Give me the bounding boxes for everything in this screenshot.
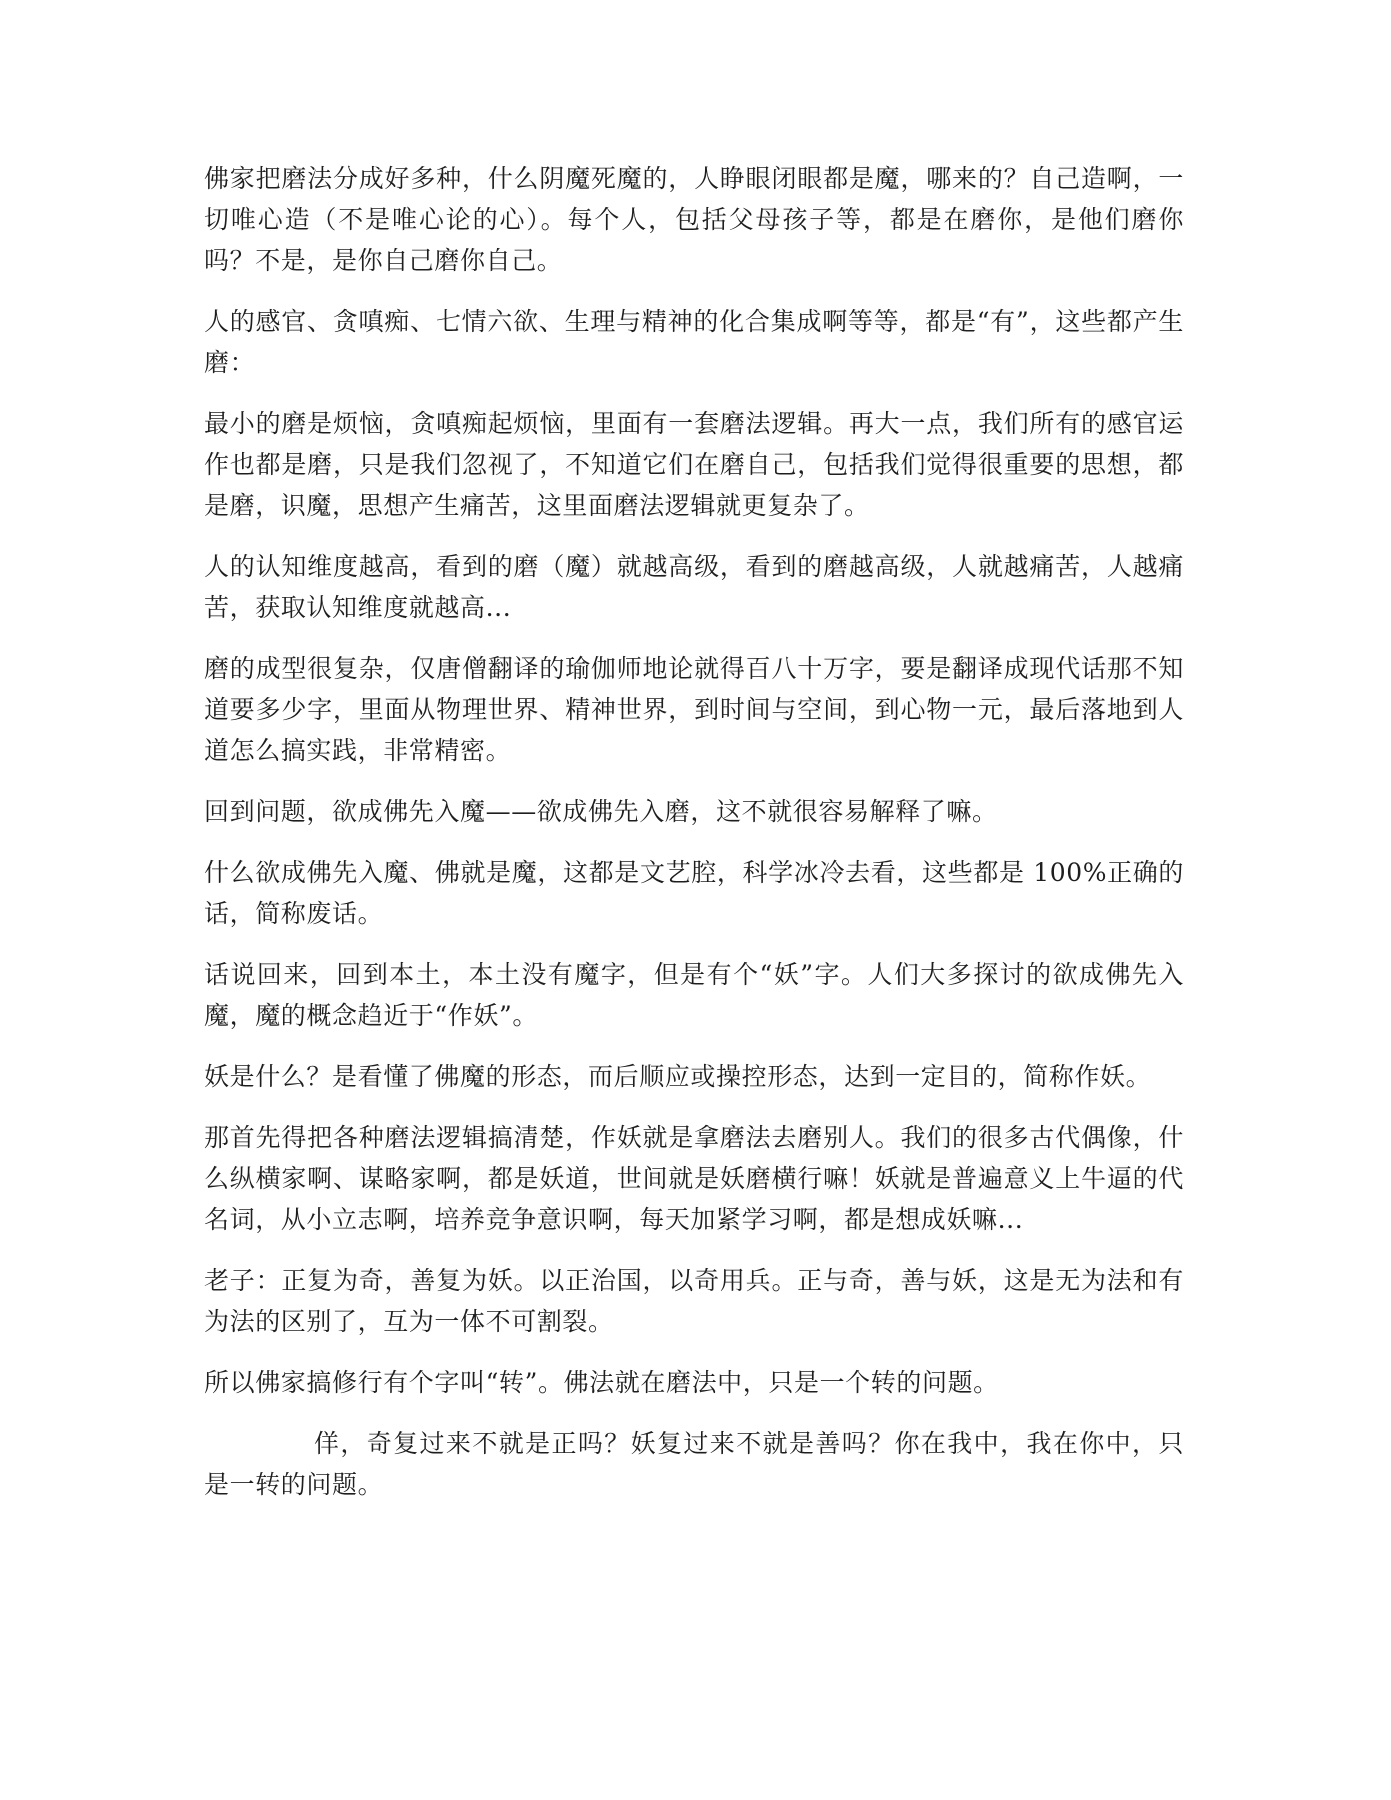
paragraph-2: 人的感官、贪嗔痴、七情六欲、生理与精神的化合集成啊等等，都是“有”，这些都产生磨： xyxy=(204,307,1184,377)
paragraph-12: 所以佛家搞修行有个字叫“转”。佛法就在磨法中，只是一个转的问题。 xyxy=(204,1368,999,1397)
paragraph-9: 妖是什么？是看懂了佛魔的形态，而后顺应或操控形态，达到一定目的，简称作妖。 xyxy=(204,1062,1152,1091)
paragraph-13: 佯，奇复过来不就是正吗？妖复过来不就是善吗？你在我中，我在你中，只是一转的问题。 xyxy=(204,1429,1184,1499)
paragraph-11: 老子：正复为奇，善复为妖。以正治国，以奇用兵。正与奇，善与妖，这是无为法和有为法的区别了，互为一体不可割裂。 xyxy=(204,1266,1184,1336)
paragraph-7: 什么欲成佛先入魔、佛就是魔，这都是文艺腔，科学冰冷去看，这些都是 100%正确的话，简称废话。 xyxy=(204,858,1184,928)
paragraph-10: 那首先得把各种磨法逻辑搞清楚，作妖就是拿磨法去磨别人。我们的很多古代偶像，什么纵横家啊、谋略家啊，都是妖道，世间就是妖磨横行嘛！妖就是普遍意义上牛逼的代名词，从小立志啊，培养竞争意识啊，每天加紧学习啊，都是想成妖嘛... xyxy=(204,1123,1184,1234)
paragraph-5: 磨的成型很复杂，仅唐僧翻译的瑜伽师地论就得百八十万字，要是翻译成现代话那不知道要多少字，里面从物理世界、精神世界，到时间与空间，到心物一元，最后落地到人道怎么搞实践，非常精密。 xyxy=(204,654,1184,765)
paragraph-8: 话说回来，回到本土，本土没有魔字，但是有个“妖”字。人们大多探讨的欲成佛先入魔，魔的概念趋近于“作妖”。 xyxy=(204,960,1184,1030)
paragraph-1: 佛家把磨法分成好多种，什么阴魔死魔的，人睁眼闭眼都是魔，哪来的？自己造啊，一切唯心造（不是唯心论的心）。每个人，包括父母孩子等，都是在磨你，是他们磨你吗？不是，是你自己磨你自己。 xyxy=(204,164,1184,275)
paragraph-4: 人的认知维度越高，看到的磨（魔）就越高级，看到的磨越高级，人就越痛苦，人越痛苦，获取认知维度就越高... xyxy=(204,552,1184,622)
document-body xyxy=(204,158,1184,1505)
paragraph-6: 回到问题，欲成佛先入魔——欲成佛先入磨，这不就很容易解释了嘛。 xyxy=(204,797,998,826)
paragraph-3: 最小的磨是烦恼，贪嗔痴起烦恼，里面有一套磨法逻辑。再大一点，我们所有的感官运作也都是磨，只是我们忽视了，不知道它们在磨自己，包括我们觉得很重要的思想，都是磨，识魔，思想产生痛苦，这里面磨法逻辑就更复杂了。 xyxy=(204,409,1184,520)
